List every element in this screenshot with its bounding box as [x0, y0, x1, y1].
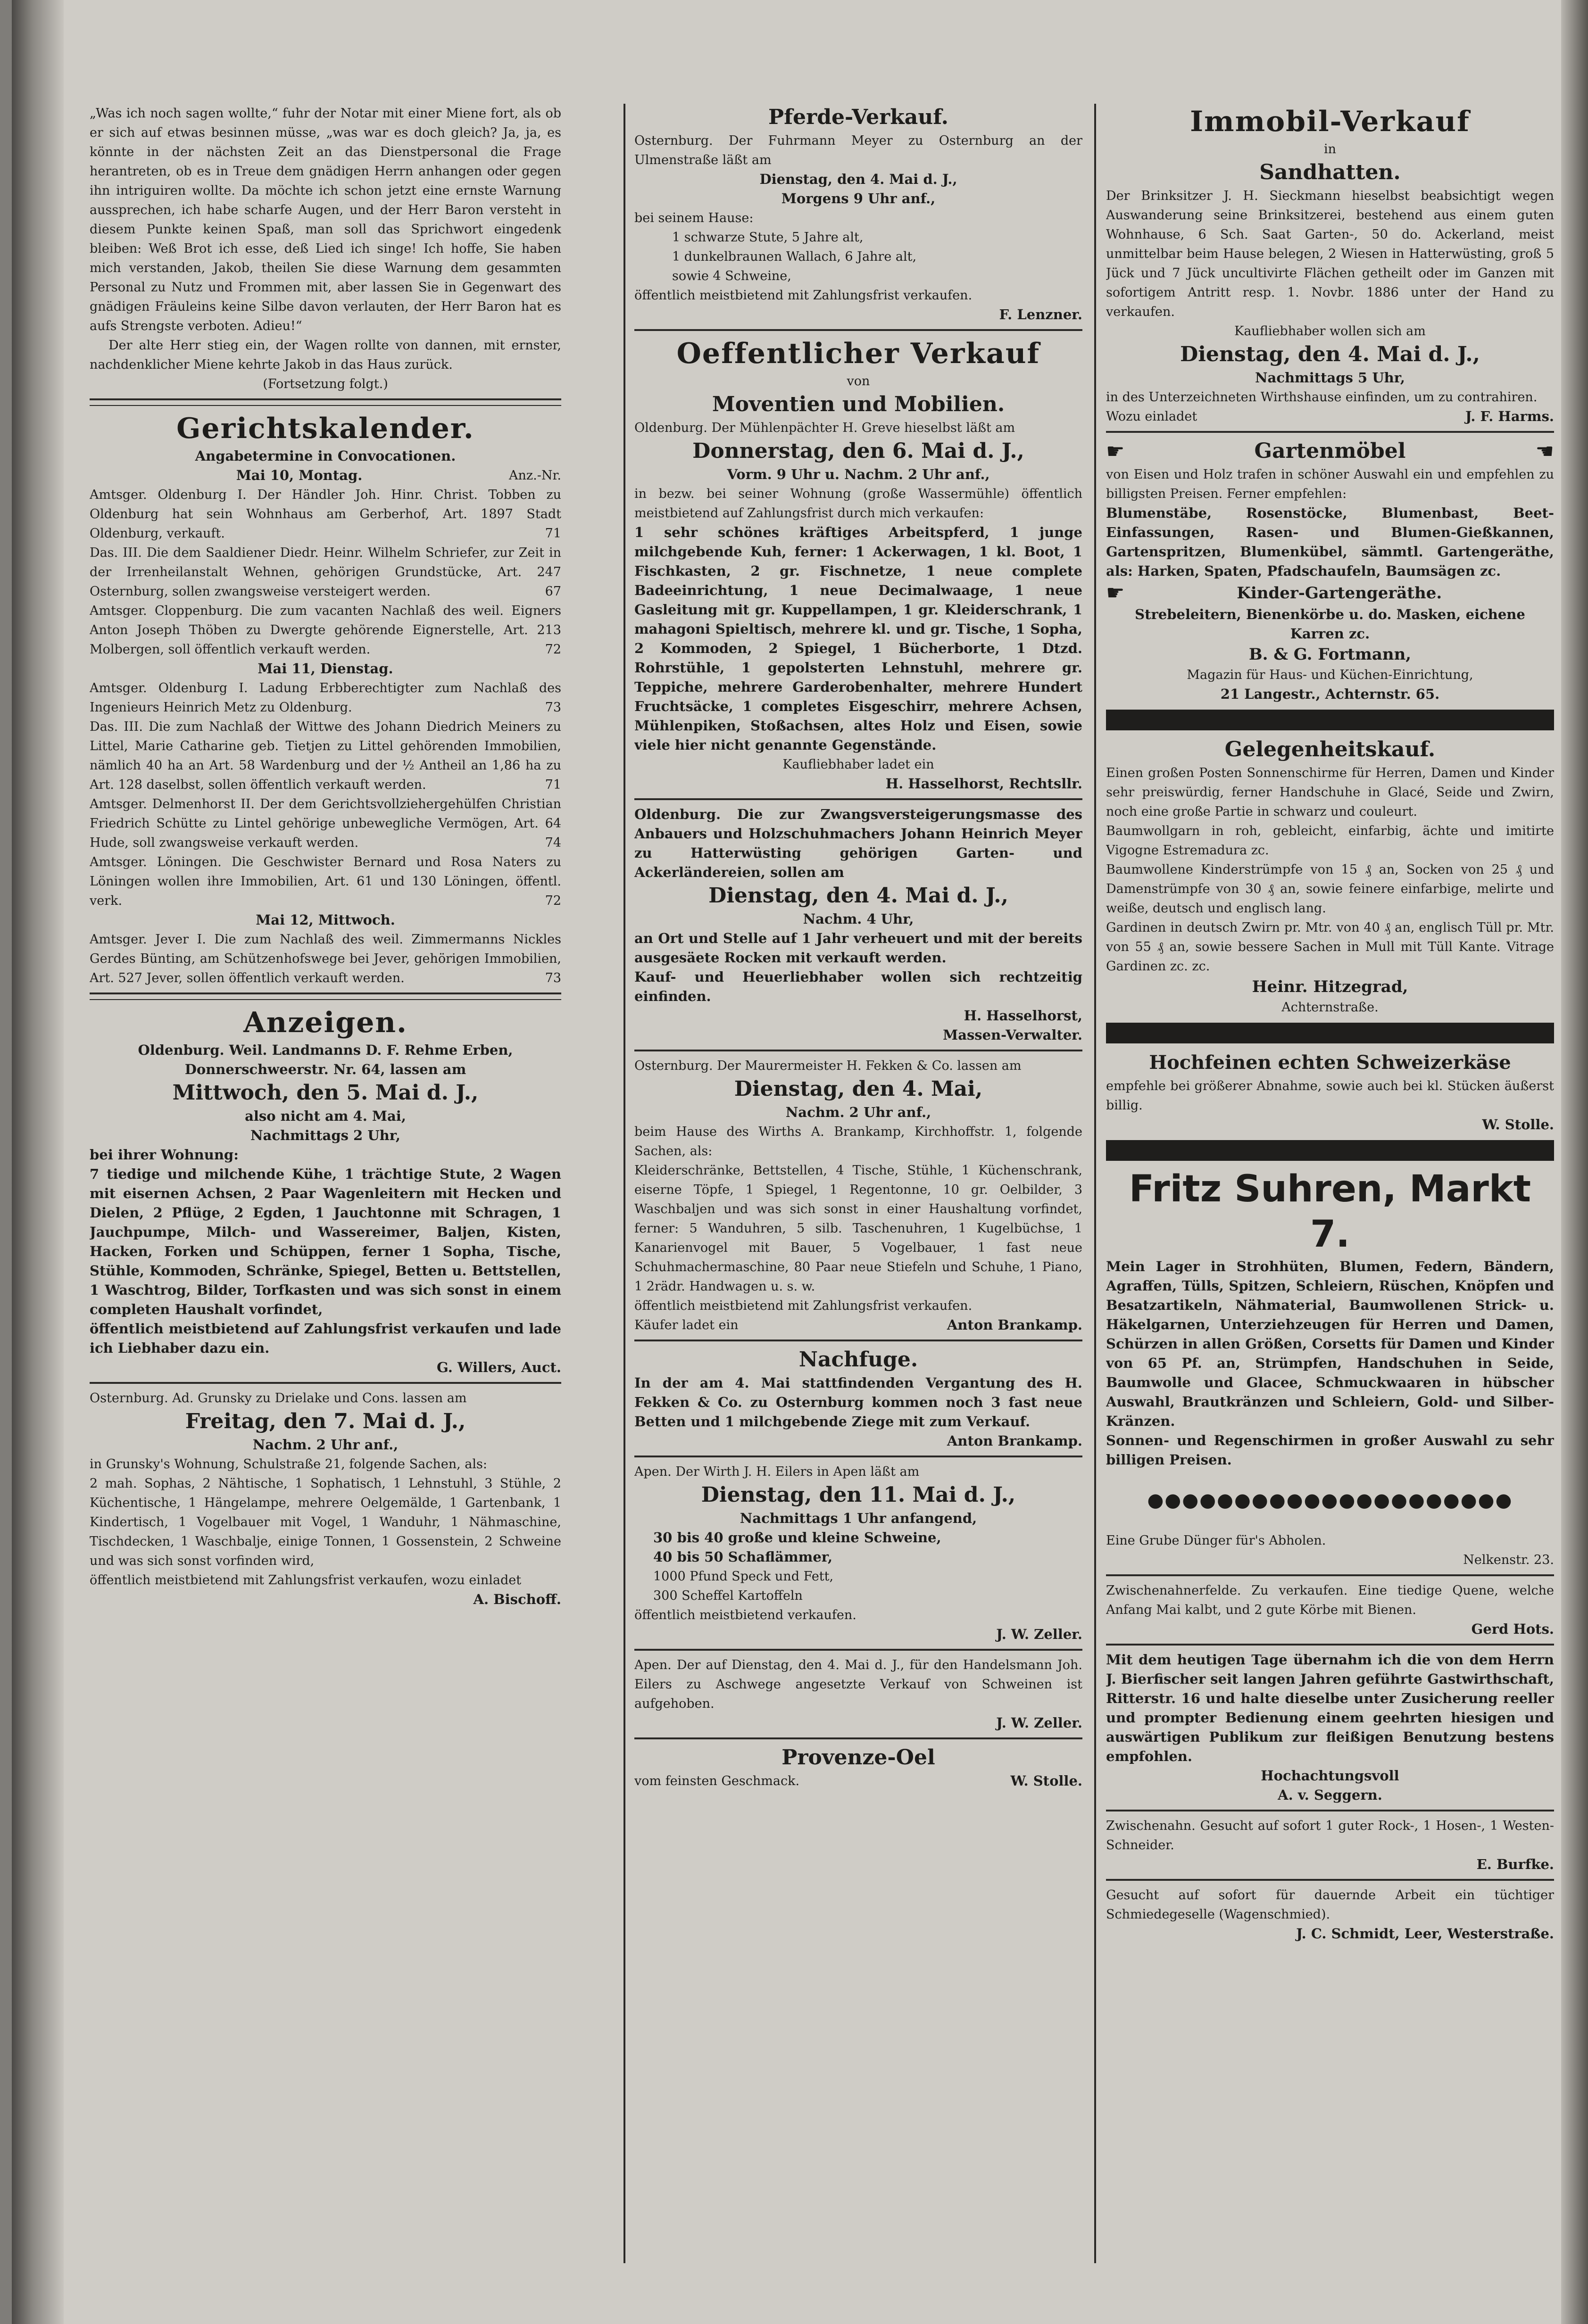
firm-name: Heinr. Hitzegrad, — [1252, 977, 1408, 996]
ad-signature: G. Willers, Auct. — [436, 1359, 561, 1375]
ad-lead: Kaufliebhaber wollen sich am — [1234, 324, 1426, 339]
court-day-heading: Mai 10, Montag. — [236, 467, 363, 483]
ad-end: an Ort und Stelle auf 1 Jahr verheuert und mit der bereits ausgesäete Rocken mit verkauft werden. — [634, 930, 1082, 966]
ad-body: Einen großen Posten Sonnenschirme für Herren, Damen und Kinder sehr preiswürdig, ferner Handschuhe in Glacé, Seide und Zwirn, noch eine große Partie in schwarz und couleurt. — [1106, 766, 1554, 819]
court-day-heading: Mai 11, Dienstag. — [258, 661, 393, 677]
ad-end: Sonnen- und Regenschirmen in großer Auswahl zu sehr billigen Preisen. — [1106, 1432, 1554, 1468]
ad-rule — [1106, 1879, 1554, 1881]
ad-heading: Osternburg. Ad. Grunsky zu Drielake und Cons. lassen am — [90, 1391, 467, 1406]
ad-body: in bezw. bei seiner Wohnung (große Wassermühle) öffentlich meistbietend auf Zahlungsfrist durch mich verkaufen: — [634, 487, 1082, 521]
court-entries-day1 — [90, 485, 561, 659]
court-entries-day3 — [90, 930, 561, 988]
ad-body: Apen. Der auf Dienstag, den 4. Mai d. J., für den Handelsmann Joh. Eilers zu Aschwege angesetzte Verkauf von Schweinen ist aufgehoben. — [634, 1658, 1082, 1711]
ad-list: Kleiderschränke, Bettstellen, 4 Tische, Stühle, 1 Küchenschrank, eiserne Töpfe, 1 Spiegel, 1 Regentonne, 10 gr. Oelbilder, 3 Waschbaljen und was sich sonst in einer Haushaltung vorfindet, ferner: 5 Wanduhren, 5 silb. Taschenuhren, 1 Kugelbüchse, 1 Kanarienvogel mit Bauer, 5 Vogelbauer, 1 fast neue Schuhmachermaschine, 80 Paar neue Stiefeln und Schuhe, 1 Piano, 1 2rädr. Handwagen u. s. w. — [634, 1163, 1082, 1294]
ad-date: Dienstag, den 4. Mai d. J., — [759, 171, 957, 187]
ad-end: öffentlich meistbietend mit Zahlungsfrist verkaufen. — [634, 1298, 973, 1313]
dot-border: ●●●●●●●●●●●●●●●●●●●●● — [1147, 1489, 1513, 1511]
ad-end: öffentlich meistbietend mit Zahlungsfrist verkaufen. — [634, 288, 973, 303]
list-item: 30 bis 40 große und kleine Schweine, — [653, 1530, 941, 1546]
ad-body: Oldenburg. Die zur Zwangsversteigerungsmasse des Anbauers und Holzschuhmachers Johann Heinrich Meyer zu Hatterwüsting gehörigen Garten- und Ackerländereien, sollen am — [634, 806, 1082, 880]
court-entry-text: Amtsger. Löningen. Die Geschwister Bernard und Rosa Naters zu Löningen wollen ihre Immobilien, Art. 61 und 130 Löningen, öffentl. verk. — [90, 855, 561, 908]
ad-time: Nachmittags 5 Uhr, — [1255, 370, 1405, 386]
ad-rule — [1106, 1810, 1554, 1811]
ad-heading: Apen. Der Wirth J. H. Eilers in Apen läßt am — [634, 1464, 920, 1479]
ad-time: Nachmittags 1 Uhr anfangend, — [740, 1510, 977, 1526]
ad-date: Dienstag, den 4. Mai, — [734, 1077, 983, 1101]
ad-signature: J. W. Zeller. — [996, 1715, 1082, 1731]
court-entry — [90, 543, 561, 601]
list-item: 1000 Pfund Speck und Fett, — [653, 1569, 834, 1584]
pointing-hand-left-icon: ☚ — [1535, 439, 1554, 463]
ad-date: Mittwoch, den 5. Mai d. J., — [172, 1081, 479, 1105]
court-entry-number: 71 — [545, 777, 561, 792]
court-entry — [90, 485, 561, 543]
continuation-note: (Fortsetzung folgt.) — [263, 377, 388, 391]
ad-end: öffentlich meistbietend mit Zahlungsfrist verkaufen, wozu einladet — [90, 1573, 522, 1588]
ad-time: Nachm. 2 Uhr anf., — [785, 1104, 931, 1120]
ad-rule — [634, 798, 1082, 800]
ad-body: Osternburg. Der Fuhrmann Meyer zu Osternburg an der Ulmenstraße läßt am — [634, 133, 1082, 167]
court-entry — [90, 794, 561, 852]
court-entry-text: Das. III. Die zum Nachlaß der Wittwe des Johann Diedrich Meiners zu Littel, Marie Catharine geb. Tietjen zu Littel gehörenden Immobilien, nämlich 40 ha an Art. 58 Wardenburg und der ½ Antheil an 1,86 ha zu Art. 128 daselbst, sollen öffentlich verkauft werden. — [90, 720, 561, 792]
ads-title: Anzeigen. — [243, 1006, 407, 1039]
ad-body: Der Brinksitzer J. H. Sieckmann hieselbst beabsichtigt wegen Auswanderung seine Brinksitzerei, bestehend aus einem guten Wohnhause, 6 Sch. Saat Garten-, 50 do. Ackerland, meist unmittelbar beim Hause belegen, 2 Wiesen in Hatterwüsting, groß 5 Jück und 7 Jück uncultivirte Flächen getheilt oder im Ganzen mit sofortigem Antritt resp. 1. Novbr. 1886 unter der Hand zu verkaufen. — [1106, 189, 1554, 319]
ad-rule — [1106, 431, 1554, 433]
page-edge — [1561, 0, 1588, 2324]
bargain-title: Gelegenheitskauf. — [1224, 737, 1436, 761]
court-entry-number: 73 — [545, 971, 561, 985]
ad-end: Kauf- und Heuerliebhaber wollen sich rechtzeitig einfinden. — [634, 969, 1082, 1004]
ad-list — [634, 1528, 1082, 1605]
story-paragraph: „Was ich noch sagen wollte,“ fuhr der Notar mit einer Miene fort, als ob er sich auf etwas besinnen müsse, „was war es doch gleich? Ja, ja, es könnte in der nächsten Zeit an das Dienstpersonal die Frage herantreten, ob es in Treue dem gnädigen Herrn anhangen oder gegen ihn intriguiren wollte. Da möchte ich schon jetzt eine ernste Warnung aussprechen, ich habe scharfe Augen, und der Herr Baron versteht in diesem Punkte keinen Spaß, man soll das Sprichwort eingedenk bleiben: Weß Brot ich esse, deß Lied ich singe! Ich hoffe, Sie haben mich verstanden, Jakob, theilen Sie diese Warnung dem gesammten Personal zu Nutz und Frommen mit, aber lassen Sie in Gegenwart des gnädigen Fräuleins keine Silbe davon verlauten, der Herr Baron hat es aufs Strengste verboten. Adieu!“ — [90, 106, 561, 333]
ad-rule — [634, 1737, 1082, 1739]
supplement-title: Nachfuge. — [798, 1348, 918, 1372]
ad-date: Dienstag, den 4. Mai d. J., — [708, 884, 1008, 908]
court-entry — [90, 678, 561, 717]
court-entry-text: Das. III. Die dem Saaldiener Diedr. Heinr. Wilhelm Schriefer, zur Zeit in der Irrenheilanstalt Wehnen, gehörigen Grundstücke, Art. 247 Osternburg, sollen zwangsweise versteigert werden. — [90, 546, 561, 599]
ad-date: Freitag, den 7. Mai d. J., — [185, 1409, 466, 1433]
ad-list: Strebeleitern, Bienenkörbe u. do. Masken, eichene Karren zc. — [1135, 606, 1525, 642]
list-item: 1 schwarze Stute, 5 Jahre alt, — [672, 230, 864, 245]
ad-rule — [90, 1382, 561, 1384]
list-item: 1 dunkelbraunen Wallach, 6 Jahre alt, — [672, 249, 917, 264]
ad-signature-lead: Käufer ladet ein — [634, 1318, 739, 1332]
ad-signature: F. Lenzner. — [999, 306, 1082, 323]
court-entry — [90, 852, 561, 910]
court-entry — [90, 717, 561, 794]
ad-signature: Anton Brankamp. — [947, 1317, 1082, 1333]
ad-body: beim Hause des Wirths A. Brankamp, Kirchhoffstr. 1, folgende Sachen, als: — [634, 1125, 1082, 1158]
black-bar — [1106, 1023, 1554, 1043]
ad-time: Nachm. 4 Uhr, — [803, 911, 914, 927]
ad-closing: Hochachtungsvoll — [1261, 1768, 1399, 1784]
ad-body: Baumwollene Kinderstrümpfe von 15 ₰ an, Socken von 25 ₰ und Damenstrümpfe von 30 ₰ an, sowie feinere einfarbige, melirte und weiße, deutsch und englisch lang. — [1106, 862, 1554, 916]
list-item: 40 bis 50 Schaflämmer, — [653, 1549, 833, 1565]
ad-date: Donnerstag, den 6. Mai d. J., — [692, 439, 1024, 463]
ad-signature: A. Bischoff. — [473, 1591, 561, 1607]
ad-subtitle: Kinder-Gartengeräthe. — [1237, 583, 1442, 603]
ad-end: öffentlich meistbietend auf Zahlungsfrist verkaufen und lade ich Liebhaber dazu ein. — [90, 1321, 561, 1356]
ad-end: öffentlich meistbietend verkaufen. — [634, 1608, 856, 1622]
oil-title: Provenze-Oel — [782, 1745, 935, 1770]
public-sale-title: Oeffentlicher Verkauf — [676, 337, 1040, 370]
ad-lead: bei seinem Hause: — [634, 211, 754, 225]
ad-body: Mit dem heutigen Tage übernahm ich die von dem Herrn J. Bierfischer seit langen Jahren geführte Gastwirthschaft, Ritterstr. 16 und halte dieselbe unter Zusicherung reeller und prompter Bedienung einem geehrten hiesigen und auswärtigen Publikum zur fleißigen Benutzung bestens empfohlen. — [1106, 1652, 1554, 1764]
ad-heading: Osternburg. Der Maurermeister H. Fekken & Co. lassen am — [634, 1059, 1022, 1073]
court-entry-number: 72 — [545, 893, 561, 908]
ad-list: 1 sehr schönes kräftiges Arbeitspferd, 1 junge milchgebende Kuh, ferner: 1 Ackerwagen, 1 kl. Boot, 1 Fischkasten, 2 gr. Fischnetze, 1 neue complete Badeeinrichtung, 1 neue Decimalwaage, 1 neue Gasleitung mit gr. Kuppellampen, 1 gr. Kleiderschrank, 1 mahagoni Spieltisch, mehrere kl. und gr. Tische, 1 Sopha, 2 Kommoden, 2 Spiegel, 1 Bücherborte, 1 Dtzd. Rohrstühle, 1 gepolsterten Lehnstuhl, mehrere gr. Teppiche, mehrere Garderobenhalter, mehrere Hundert Fruchtsäcke, 1 completes Eisgeschirr, mehrere Achsen, Mühlenpiken, Stoßachsen, altes Holz und Eisen, sowie viele hier nicht genannte Gegenstände. — [634, 524, 1082, 753]
court-entry-number: 67 — [545, 584, 561, 599]
ad-signature: J. C. Schmidt, Leer, Westerstraße. — [1296, 1926, 1554, 1942]
court-calendar-title: Gerichtskalender. — [176, 412, 474, 445]
ad-rule — [634, 1456, 1082, 1457]
ad-time: Nachm. 2 Uhr anf., — [252, 1437, 399, 1453]
ad-signature: W. Stolle. — [1482, 1117, 1554, 1133]
ad-list: 2 mah. Sophas, 2 Nähtische, 1 Sophatisch, 1 Lehnstuhl, 3 Stühle, 2 Küchentische, 1 Hängelampe, mehrere Oelgemälde, 1 Gartenbank, 1 Kindertisch, 1 Vogelbauer mit Vogel, 1 Wanduhr, 1 Nähmaschine, Tischdecken, 1 Waschbalje, einige Tonnen, 1 Gossenstein, 2 Schweine und was sich sonst vorfinden wird, — [90, 1476, 561, 1568]
ad-signature-title: Massen-Verwalter. — [943, 1027, 1082, 1043]
ad-body: in Grunsky's Wohnung, Schulstraße 21, folgende Sachen, als: — [90, 1457, 487, 1472]
ad-time: Nachmittags 2 Uhr, — [250, 1127, 400, 1143]
ad-date: Dienstag, den 4. Mai d. J., — [1180, 342, 1480, 366]
court-day-heading: Mai 12, Mittwoch. — [256, 912, 395, 928]
cheese-title: Hochfeinen echten Schweizerkäse — [1149, 1051, 1511, 1074]
ad-rule — [634, 1340, 1082, 1341]
court-entry-text: Amtsger. Cloppenburg. Die zum vacanten Nachlaß des weil. Eigners Anton Joseph Thöben zu Dwergte gehörende Eignerstelle, Art. 213 Molbergen, soll öffentlich verkauft werden. — [90, 604, 561, 657]
court-entry-number: 74 — [545, 835, 561, 850]
ad-body: vom feinsten Geschmack. — [634, 1774, 800, 1788]
ad-heading: Oldenburg. Der Mühlenpächter H. Greve hieselbst läßt am — [634, 421, 1015, 435]
firm-name: B. & G. Fortmann, — [1248, 645, 1412, 664]
anz-nr-label: Anz.-Nr. — [509, 468, 561, 483]
court-entry-number: 73 — [545, 700, 561, 715]
ad-body: empfehle bei größerer Abnahme, sowie auch bei kl. Stücken äußerst billig. — [1106, 1079, 1554, 1113]
ad-body: Mein Lager in Strohhüten, Blumen, Federn, Bändern, Agraffen, Tülls, Spitzen, Schleiern, Rüschen, Knöpfen und Besatzartikeln, Nähmaterial, Baumwollenen Strick- u. Häkelgarnen, Unterziehzeugen für Herren und Damen, Schürzen in allen Größen, Corsetts für Damen und Kinder von 65 Pf. an, Strümpfen, Handschuhen in Seide, Baumwolle und Glacee, Schmuckwaaren in hübscher Auswahl, Brautkränzen und Schleiern, Gold- und Silber-Kränzen. — [1106, 1258, 1554, 1429]
ad-date: Dienstag, den 11. Mai d. J., — [701, 1483, 1016, 1507]
ad-signature: J. W. Zeller. — [996, 1626, 1082, 1642]
ad-rule — [634, 1050, 1082, 1051]
ad-signature: A. v. Seggern. — [1278, 1787, 1382, 1803]
ad-body: von Eisen und Holz trafen in schöner Auswahl ein und empfehlen zu billigsten Preisen. Ferner empfehlen: — [1106, 467, 1554, 501]
ad-rule — [634, 329, 1082, 331]
ad-body: Zwischenahnerfelde. Zu verkaufen. Eine tiedige Quene, welche Anfang Mai kalbt, und 2 gute Körbe mit Bienen. — [1106, 1583, 1554, 1617]
column-2 — [634, 104, 1082, 2296]
story-paragraph: Der alte Herr stieg ein, der Wagen rollte von dannen, mit ernster, nachdenklicher Miene kehrte Jakob in das Haus zurück. — [90, 338, 561, 372]
court-entry-number: 71 — [545, 526, 561, 541]
ad-rule — [1106, 1574, 1554, 1576]
court-entry-text: Amtsger. Oldenburg I. Der Händler Joh. Hinr. Christ. Tobben zu Oldenburg hat sein Wohnhaus am Gerberhof, Art. 1897 Stadt Oldenburg, verkauft. — [90, 488, 561, 541]
ad-signature: H. Hasselhorst, — [964, 1008, 1082, 1024]
ad-signature: Anton Brankamp. — [947, 1433, 1082, 1449]
court-calendar-subtitle: Angabetermine in Convocationen. — [195, 448, 456, 464]
ad-end: in des Unterzeichneten Wirthshause einfinden, um zu contrahiren. — [1106, 390, 1538, 405]
black-bar — [1106, 1140, 1554, 1161]
court-entry-text: Amtsger. Oldenburg I. Ladung Erbberechtigter zum Nachlaß des Ingenieurs Heinrich Metz zu Oldenburg. — [90, 681, 561, 715]
ad-signature: W. Stolle. — [1010, 1773, 1082, 1789]
ad-signature: E. Burfke. — [1476, 1856, 1554, 1872]
real-estate-title: Immobil-Verkauf — [1190, 105, 1470, 138]
public-sale-subtitle: Moventien und Mobilien. — [712, 392, 1005, 416]
ad-time: Morgens 9 Uhr anf., — [781, 190, 936, 207]
real-estate-place: Sandhatten. — [1259, 160, 1401, 184]
ad-end: Kaufliebhaber ladet ein — [782, 757, 934, 772]
garden-furniture-title: Gartenmöbel — [1254, 439, 1406, 463]
column-divider — [624, 104, 625, 2263]
pointing-hand-right-icon: ☛ — [1106, 581, 1125, 605]
firm-address: Magazin für Haus- und Küchen-Einrichtung, — [1187, 668, 1473, 682]
ad-list — [634, 228, 1082, 286]
court-entry-text: Amtsger. Delmenhorst II. Der dem Gerichtsvollziehergehülfen Christian Friedrich Schütte zu Lintel gehörige unbewegliche Vermögen, Art. 64 Hude, soll zwangsweise verkauft werden. — [90, 797, 561, 850]
black-bar — [1106, 710, 1554, 730]
ad-time: Vorm. 9 Uhr u. Nachm. 2 Uhr anf., — [727, 466, 990, 482]
column-1 — [90, 104, 561, 2296]
pointing-hand-right-icon: ☛ — [1106, 439, 1125, 463]
ad-body: Eine Grube Dünger für's Abholen. — [1106, 1533, 1326, 1548]
ad-signature-lead: Wozu einladet — [1106, 409, 1197, 424]
ad-body: Baumwollgarn in roh, gebleicht, einfarbig, ächte und imitirte Vigogne Estremadura zc. — [1106, 824, 1554, 858]
list-item: 300 Scheffel Kartoffeln — [653, 1588, 803, 1603]
court-entry-number: 72 — [545, 642, 561, 657]
real-estate-in: in — [1323, 142, 1337, 157]
ad-signature: J. F. Harms. — [1465, 408, 1554, 424]
ad-address: Nelkenstr. 23. — [1463, 1553, 1554, 1567]
court-entries-day2 — [90, 678, 561, 910]
ad-lead: bei ihrer Wohnung: — [90, 1147, 239, 1163]
column-3 — [1106, 104, 1554, 2296]
ad-body: 7 tiedige und milchende Kühe, 1 trächtige Stute, 2 Wagen mit eisernen Achsen, 2 Paar Wagenleitern mit Hecken und Dielen, 2 Pflüge, 2 Egden, 1 Jauchtonne mit Schragen, 1 Jauchpumpe, Milch- und Wassereimer, Baljen, Kisten, Hacken, Forken und Schüppen, ferner 1 Sopha, Tische, Stühle, Kommoden, Schränke, Spiegel, Betten u. Bettstellen, 1 Waschtrog, Bilder, Torfkasten und was sich sonst in einem completen Haushalt vorfindet, — [90, 1166, 561, 1317]
ad-date-note: also nicht am 4. Mai, — [245, 1108, 406, 1124]
firm-address: 21 Langestr., Achternstr. 65. — [1220, 686, 1440, 702]
section-rule — [90, 992, 561, 1000]
ad-rule — [1106, 1644, 1554, 1646]
ad-body: Gesucht auf sofort für dauernde Arbeit ein tüchtiger Schmiedegeselle (Wagenschmied). — [1106, 1888, 1554, 1922]
column-divider — [1094, 104, 1096, 2263]
section-rule — [90, 398, 561, 406]
ad-signature: H. Hasselhorst, Rechtsllr. — [885, 776, 1082, 792]
fritz-suhren-title: Fritz Suhren, Markt 7. — [1129, 1168, 1531, 1256]
ad-list: Blumenstäbe, Rosenstöcke, Blumenbast, Beet-Einfassungen, Rasen- und Blumen-Gießkannen, Gartenspritzen, Blumenkübel, sämmtl. Gartengeräthe, als: Harken, Spaten, Pfadschaufeln, Baumsägen zc. — [1106, 505, 1554, 579]
public-sale-von: von — [847, 374, 870, 389]
horse-sale-title: Pferde-Verkauf. — [768, 105, 948, 129]
ad-body: Gardinen in deutsch Zwirn pr. Mtr. von 40 ₰ an, englisch Tüll pr. Mtr. von 55 ₰ an, sowie bessere Sachen in Mull mit Tüll Kante. Vitrage Gardinen zc. zc. — [1106, 920, 1554, 974]
court-entry — [90, 601, 561, 659]
ad-signature: Gerd Hots. — [1471, 1621, 1554, 1637]
ad-body: In der am 4. Mai stattfindenden Vergantung des H. Fekken & Co. zu Osternburg kommen noch 3 fast neue Betten und 1 milchgebende Ziege mit zum Verkauf. — [634, 1375, 1082, 1430]
ad-rule — [634, 1649, 1082, 1651]
court-entry — [90, 930, 561, 988]
list-item: sowie 4 Schweine, — [672, 269, 791, 283]
ad-body: Zwischenahn. Gesucht auf sofort 1 guter Rock-, 1 Hosen-, 1 Westen-Schneider. — [1106, 1819, 1554, 1853]
court-entry-text: Amtsger. Jever I. Die zum Nachlaß des weil. Zimmermanns Nickles Gerdes Bünting, am Schützenhofswege bei Jever, gehörigen Immobilien, Art. 527 Jever, sollen öffentlich verkauft werden. — [90, 932, 561, 985]
ad-heading: Oldenburg. Weil. Landmanns D. F. Rehme Erben, Donnerschweerstr. Nr. 64, lassen am — [138, 1042, 513, 1077]
firm-address: Achternstraße. — [1281, 1000, 1379, 1015]
